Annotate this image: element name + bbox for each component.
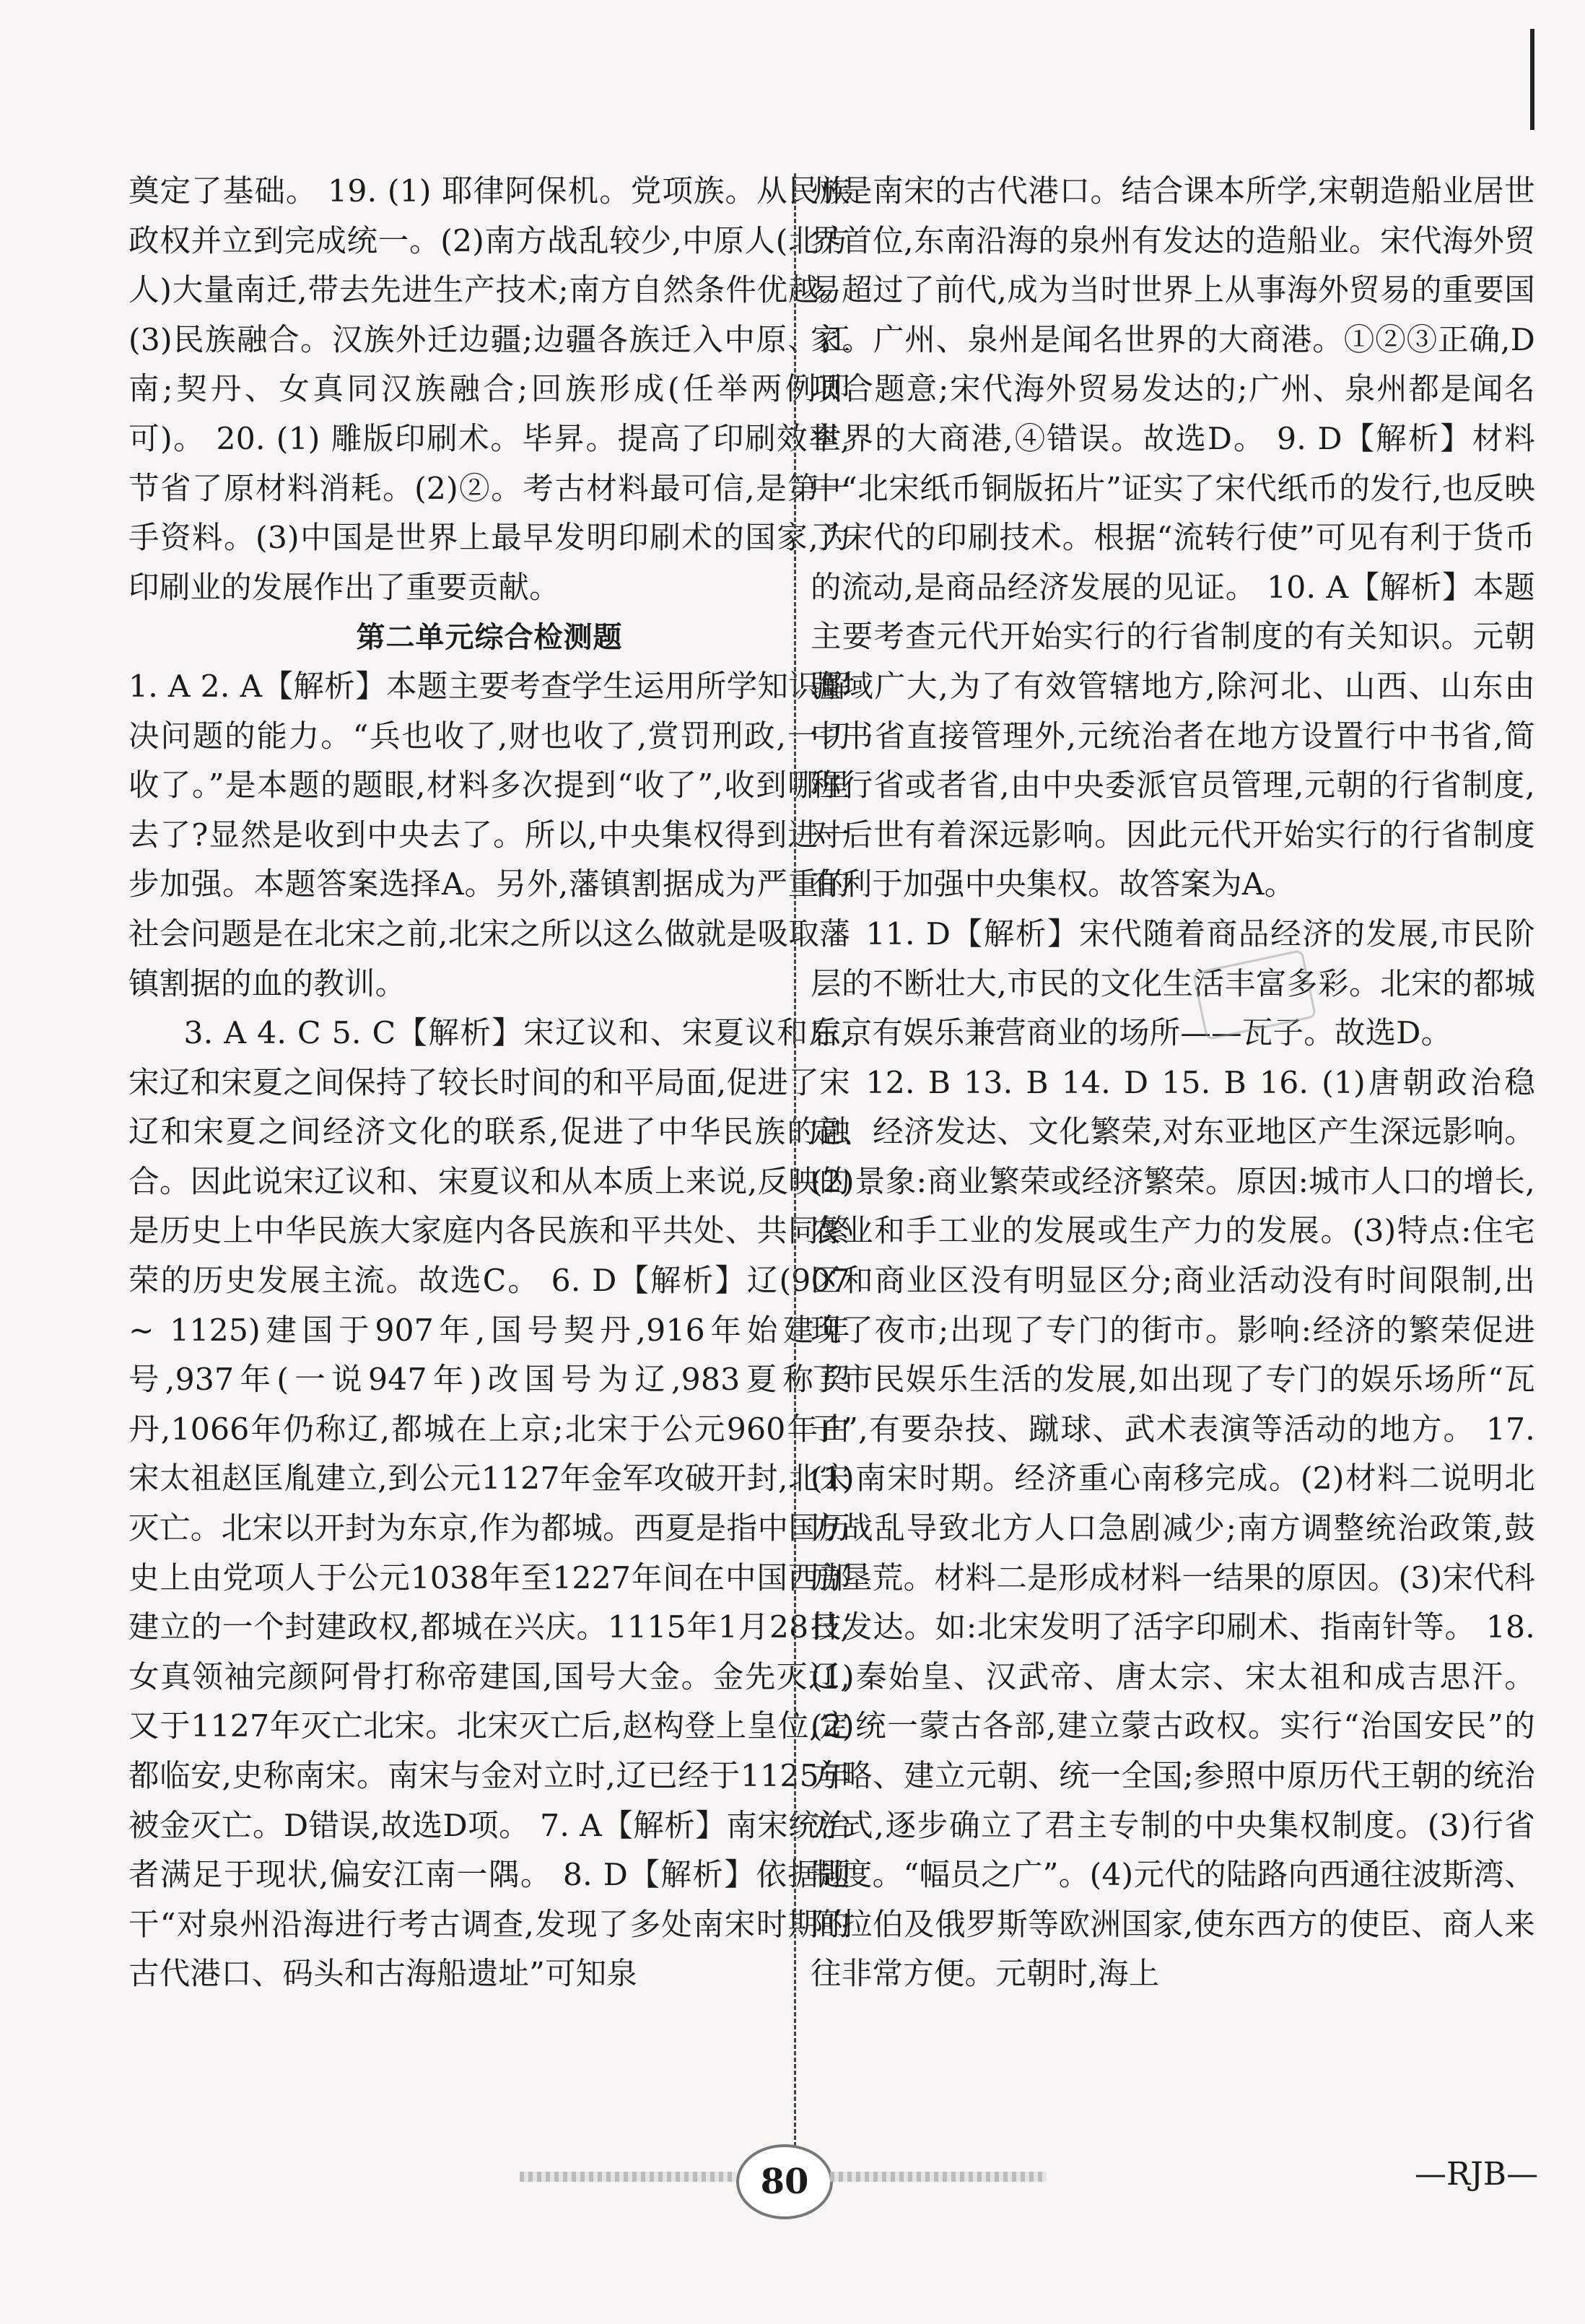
answer-paragraph: 11. D【解析】宋代随着商品经济的发展,市民阶层的不断壮大,市民的文化生活丰富多彩。北宋的都城东京有娱乐兼营商业的场所——瓦子。故选D。 (811, 916, 1535, 1052)
series-code: —RJB— (1415, 2156, 1539, 2193)
answer-paragraph: 3. A 4. C 5. C【解析】宋辽议和、宋夏议和后,宋辽和宋夏之间保持了较长时间的和平局面,促进了宋辽和宋夏之间经济文化的联系,促进了中华民族的融合。因此说宋辽议和、宋夏议和从本质上来说,反映的是历史上中华民族大家庭内各民族和平共处、共同繁荣的历史发展主流。故选C。 6. D【解析】辽(907 ~ 1125)建国于907年,国号契丹,916年始建年号,937年(一说947年)改国号为辽,983夏称契丹,1066年仍称辽,都城在上京;北宋于公元960年由宋太祖赵匡胤建立,到公元1127年金军攻破开封,北宋灭亡。北宋以开封为东京,作为都城。西夏是指中国历史上由党项人于公元1038年至1227年间在中国西部建立的一个封建政权,都城在兴庆。1115年1月28日,女真领袖完颜阿骨打称帝建国,国号大金。金先灭辽,又于1127年灭亡北宋。北宋灭亡后,赵构登上皇位,定都临安,史称南宋。南宋与金对立时,辽已经于1125年被金灭亡。D错误,故选D项。 7. A【解析】南宋统治者满足于现状,偏安江南一隅。 8. D【解析】依据题干“对泉州沿海进行考古调查,发现了多处南宋时期的古代港口、码头和古海船遗址”可知泉 (128, 1016, 850, 1993)
page-edge-mark (1530, 29, 1534, 130)
answer-paragraph: 州是南宋的古代港口。结合课本所学,宋朝造船业居世界首位,东南沿海的泉州有发达的造船业。宋代海外贸易超过了前代,成为当时世界上从事海外贸易的重要国家。广州、泉州是闻名世界的大商港。①②③正确,D项合题意;宋代海外贸易发达的;广州、泉州都是闻名世界的大商港,④错误。故选D。 9. D【解析】材料中“北宋纸币铜版拓片”证实了宋代纸币的发行,也反映了宋代的印刷技术。根据“流转行使”可见有利于货币的流动,是商品经济发展的见证。 10. A【解析】本题主要考查元代开始实行的行省制度的有关知识。元朝疆域广大,为了有效管辖地方,除河北、山西、山东由中书省直接管理外,元统治者在地方设置行中书省,简称行省或者省,由中央委派官员管理,元朝的行省制度,对后世有着深远影响。因此元代开始实行的行省制度有利于加强中央集权。故答案为A。 (811, 174, 1535, 903)
answer-paragraph: 奠定了基础。 19. (1) 耶律阿保机。党项族。从民族政权并立到完成统一。(2)南方战乱较少,中原人(北方人)大量南迁,带去先进生产技术;南方自然条件优越。(3)民族融合。汉族外迁边疆;边疆各族迁入中原、江南;契丹、女真同汉族融合;回族形成(任举两例即可)。 20. (1) 雕版印刷术。毕昇。提高了印刷效率,节省了原材料消耗。(2)②。考古材料最可信,是第一手资料。(3)中国是世界上最早发明印刷术的国家,为印刷业的发展作出了重要贡献。 (128, 174, 850, 606)
section-title: 第二单元综合检测题 (356, 621, 623, 655)
footer-ornament-left (520, 2172, 736, 2182)
right-column (811, 167, 1535, 2000)
footer-ornament-right (830, 2172, 1047, 2182)
left-column (128, 167, 850, 2000)
answer-paragraph: 1. A 2. A【解析】本题主要考查学生运用所学知识解决问题的能力。“兵也收了,财也收了,赏罚刑政,一切收了。”是本题的题眼,材料多次提到“收了”,收到哪里去了?显然是收到中央去了。所以,中央集权得到进一步加强。本题答案选择A。另外,藩镇割据成为严重的社会问题是在北宋之前,北宋之所以这么做就是吸取藩镇割据的血的教训。 (128, 669, 850, 1002)
page-number: 80 (736, 2144, 833, 2219)
column-divider (794, 173, 796, 2166)
answer-paragraph: 12. B 13. B 14. D 15. B 16. (1)唐朝政治稳定、经济发达、文化繁荣,对东亚地区产生深远影响。(2)景象:商业繁荣或经济繁荣。原因:城市人口的增长,农业和手工业的发展或生产力的发展。(3)特点:住宅区和商业区没有明显区分;商业活动没有时间限制,出现了夜市;出现了专门的街市。影响:经济的繁荣促进了市民娱乐生活的发展,如出现了专门的娱乐场所“瓦子”,有要杂技、蹴球、武术表演等活动的地方。 17. (1)南宋时期。经济重心南移完成。(2)材料二说明北方战乱导致北方人口急剧减少;南方调整统治政策,鼓励垦荒。材料二是形成材料一结果的原因。(3)宋代科技发达。如:北宋发明了活字印刷术、指南针等。 18. (1)秦始皇、汉武帝、唐太宗、宋太祖和成吉思汗。(2)统一蒙古各部,建立蒙古政权。实行“治国安民”的方略、建立元朝、统一全国;参照中原历代王朝的统治方式,逐步确立了君主专制的中央集权制度。(3)行省制度。“幅员之广”。(4)元代的陆路向西通往波斯湾、阿拉伯及俄罗斯等欧洲国家,使东西方的使臣、商人来往非常方便。元朝时,海上 (811, 1065, 1535, 1993)
